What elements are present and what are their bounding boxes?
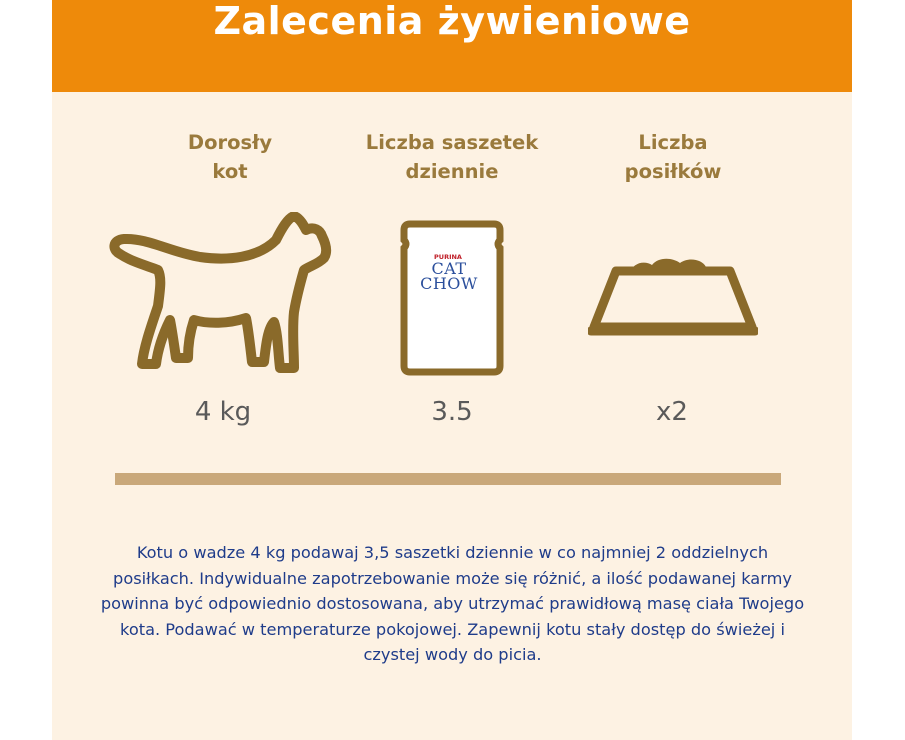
cat-icon [108, 212, 333, 374]
purina-label: PURINA [434, 253, 462, 261]
meals-count-title: Liczba posiłków [624, 131, 722, 183]
pouch-icon [400, 220, 504, 376]
bowl-icon [588, 255, 758, 339]
adult-cat-title: Dorosły kot [187, 131, 273, 183]
header-bar [52, 0, 852, 92]
divider-line [115, 473, 781, 485]
feeding-description: Kotu o wadze 4 kg podawaj 3,5 saszetki dziennie w co najmniej 2 oddzielnych posiłkach. Indywidualne zapotrzebowanie może się różnić, a ilość podawanej karmy powinna być odpowiednio dostosowana, aby utrzymać prawidłową masę ciała Twojego kota. Podawać w temperaturze pokojowej. Zapewnij kotu stały dostęp do świeżej i czystej wody do picia. [100, 543, 805, 664]
meals-value: x2 [656, 397, 688, 427]
cat-weight-value: 4 kg [194, 397, 252, 427]
page-title: Zalecenia żywieniowe [213, 0, 691, 43]
pouches-per-day-title: Liczba saszetek dziennie [365, 131, 539, 183]
pouches-value: 3.5 [431, 397, 473, 427]
cat-chow-logo: CAT CHOW [420, 259, 478, 293]
pouch-outline [400, 220, 504, 376]
